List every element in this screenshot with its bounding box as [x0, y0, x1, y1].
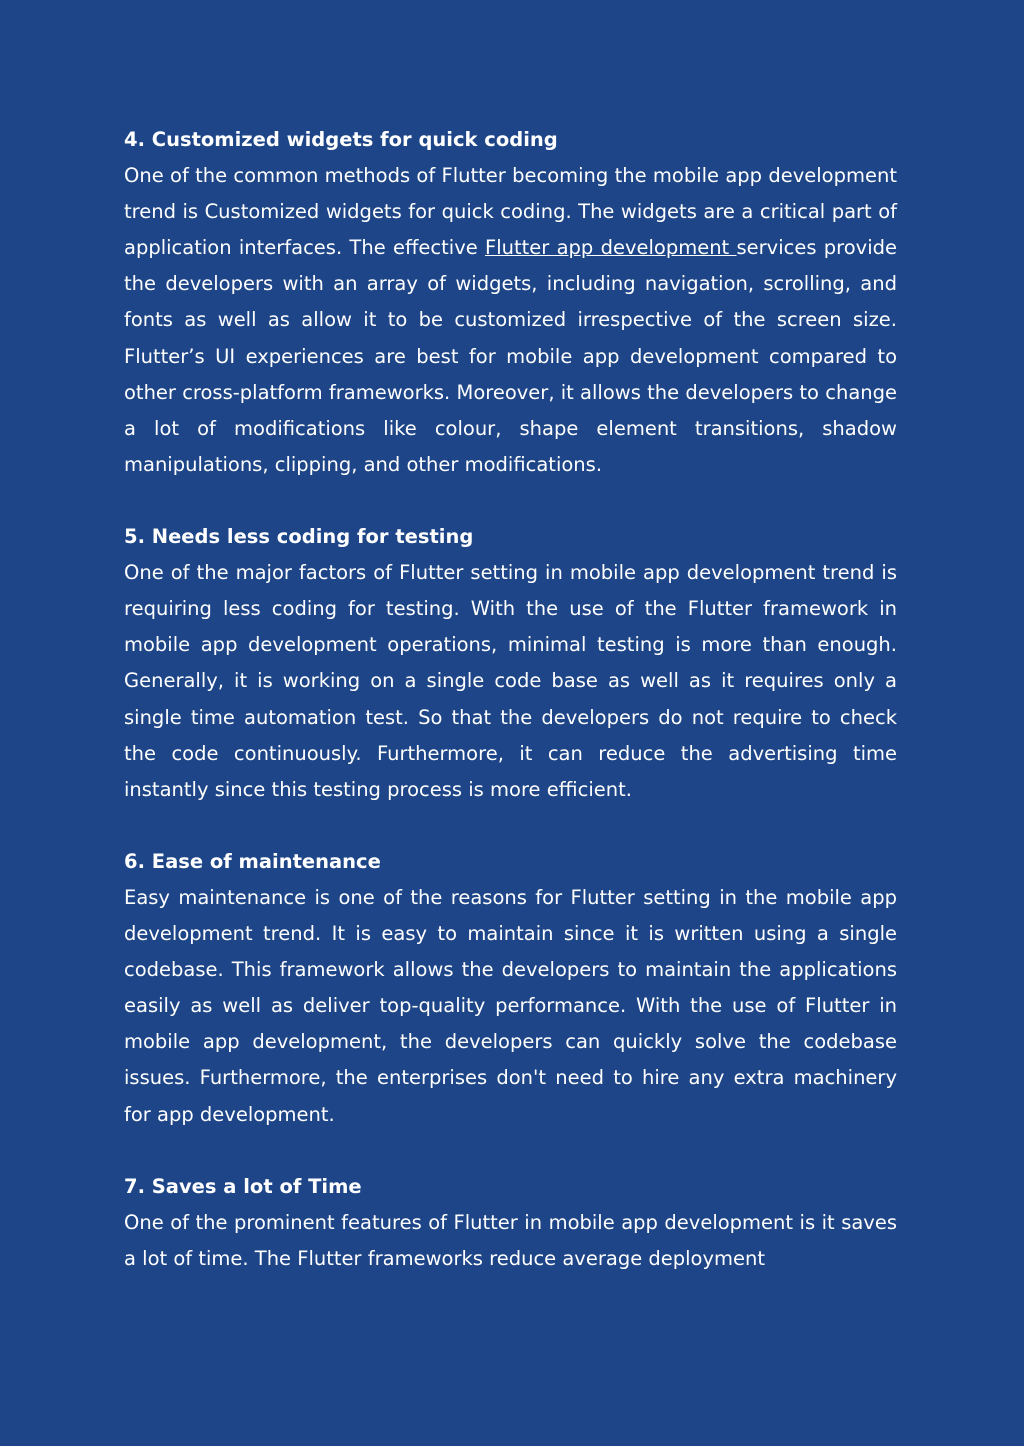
paragraph-text: One of the common methods of Flutter becoming the mobile app development trend is Customized widgets for quick coding. The widgets are a critical part of application interfaces. The effective [124, 164, 897, 260]
flutter-app-development-link[interactable]: Flutter app development [485, 236, 737, 260]
section-ease-of-maintenance [124, 844, 897, 1133]
section-customized-widgets [124, 122, 897, 483]
section-paragraph: One of the major factors of Flutter setting in mobile app development trend is requiring less coding for testing. With the use of the Flutter framework in mobile app development operations, minimal testing is more than enough. Generally, it is working on a single code base as well as it requires only a single time automation test. So that the developers do not require to check the code continuously. Furthermore, it can reduce the advertising time instantly since this testing process is more efficient. [124, 561, 897, 801]
section-heading: 5. Needs less coding for testing [124, 525, 474, 549]
section-paragraph: Easy maintenance is one of the reasons for Flutter setting in the mobile app development trend. It is easy to maintain since it is written using a single codebase. This framework allows the developers to maintain the applications easily as well as deliver top-quality performance. With the use of Flutter in mobile app development, the developers can quickly solve the codebase issues. Furthermore, the enterprises don't need to hire any extra machinery for app development. [124, 885, 897, 1126]
section-heading: 7. Saves a lot of Time [124, 1174, 362, 1198]
section-heading: 4. Customized widgets for quick coding [124, 128, 558, 151]
section-heading: 6. Ease of maintenance [124, 849, 381, 873]
section-paragraph: One of the prominent features of Flutter in mobile app development is it saves a lot of time. The Flutter frameworks reduce average deployment [124, 1210, 897, 1270]
section-paragraph [124, 158, 897, 483]
section-saves-time [124, 1169, 897, 1277]
section-less-coding-testing [124, 519, 897, 808]
document-page [124, 122, 897, 1313]
paragraph-text: services provide the developers with an array of widgets, including navigation, scrolling, and fonts as well as allow it to be customized irrespective of the screen size. Flutter’s UI experiences are best for mobile app development compared to other cross-platform frameworks. Moreover, it allows the developers to change a lot of modifications like colour, shape element transitions, shadow manipulations, clipping, and other modifications. [124, 236, 897, 476]
